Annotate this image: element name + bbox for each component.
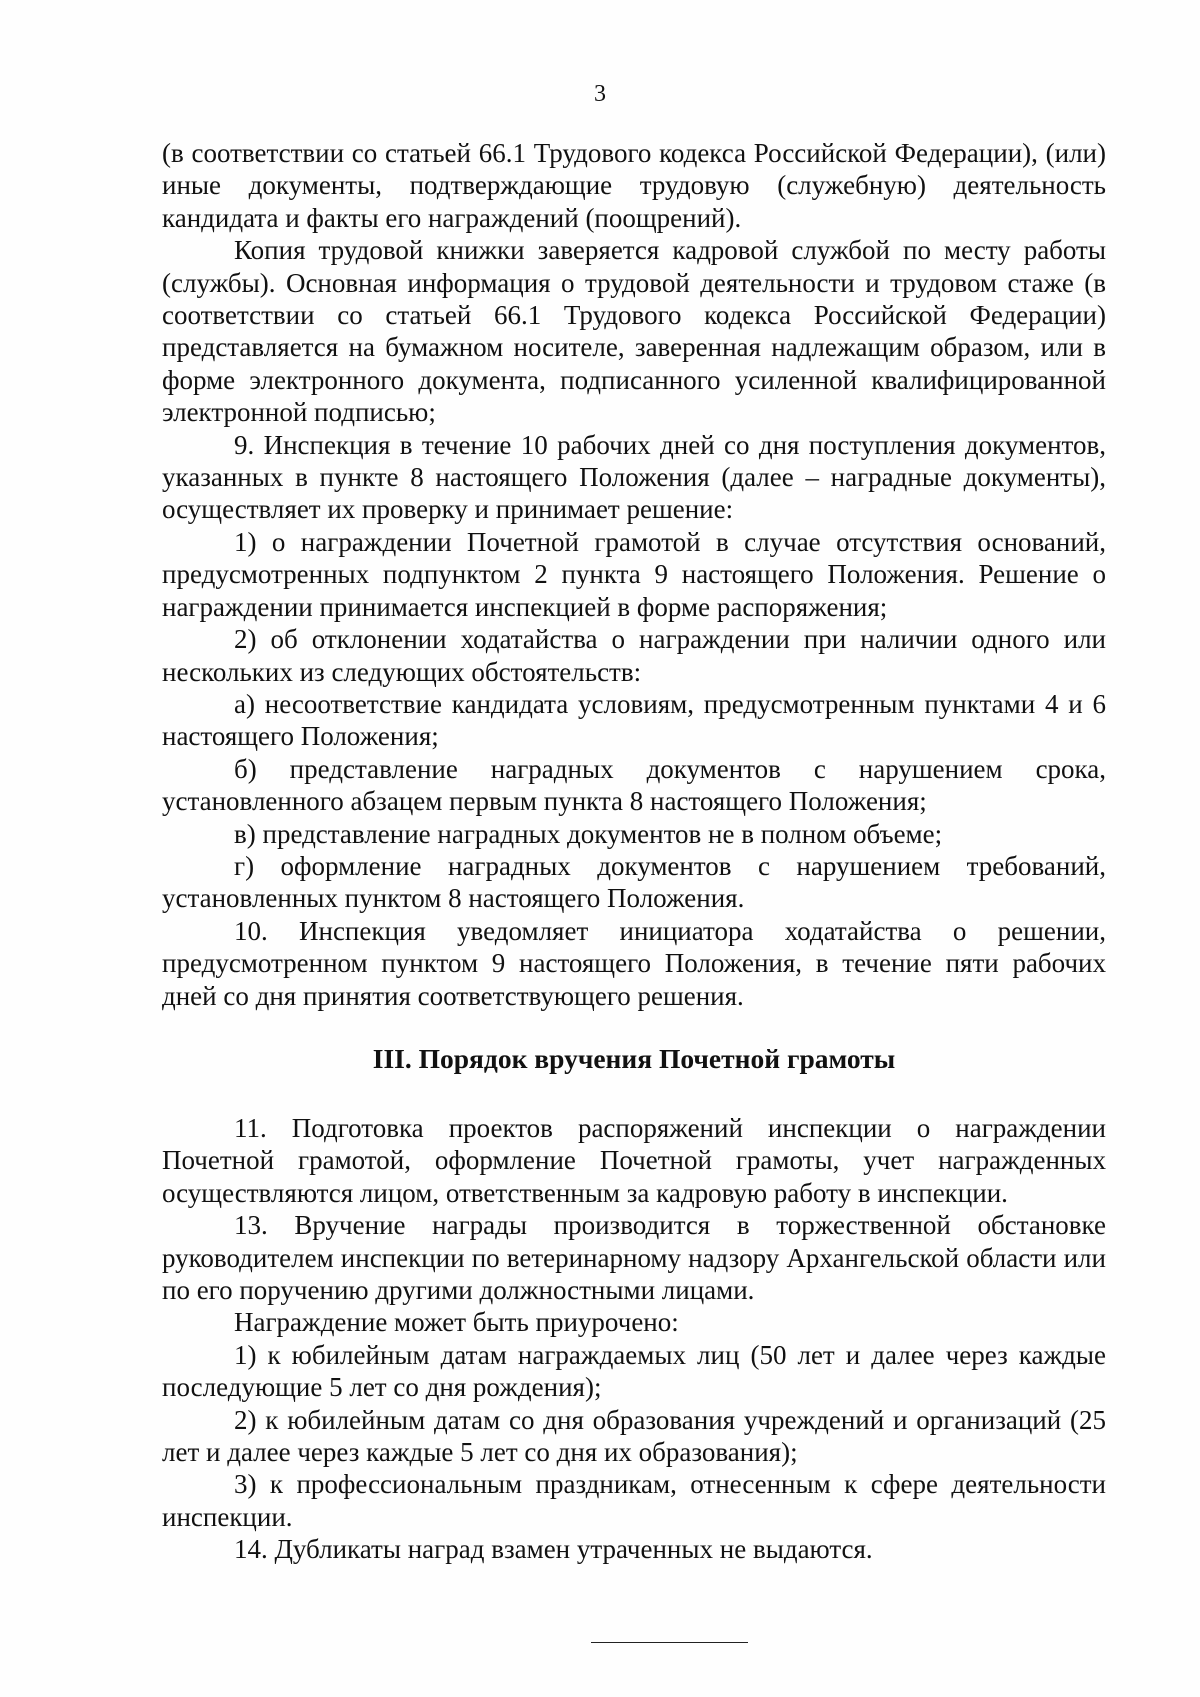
spacer (162, 1012, 1106, 1042)
section-heading: III. Порядок вручения Почетной грамоты (372, 1042, 896, 1074)
document-body (162, 137, 1106, 1566)
paragraph-continuation: (в соответствии со статьей 66.1 Трудового кодекса Российской Федерации), (или) иные документы, подтверждающие трудовую (служебную) деятельность кандидата и факты его награждений (поощрений). (162, 138, 1106, 233)
spacer (162, 1076, 1106, 1112)
paragraph-item-9-2: 2) об отклонении ходатайства о награждении при наличии одного или нескольких из следующих обстоятельств: (162, 624, 1106, 687)
paragraph-item-13: 13. Вручение награды производится в торжественной обстановке руководителем инспекции по ветеринарному надзору Архангельской области или по его поручению другими должностными лицами. (162, 1210, 1106, 1305)
paragraph-item-9-2-v: в) представление наградных документов не в полном объеме; (234, 818, 943, 849)
paragraph-item-9-1: 1) о награждении Почетной грамотой в случае отсутствия оснований, предусмотренных подпунктом 2 пункта 9 настоящего Положения. Решение о награждении принимается инспекцией в форме распоряжения; (162, 526, 1106, 622)
paragraph-item-10: 10. Инспекция уведомляет инициатора ходатайства о решении, предусмотренном пунктом 9 настоящего Положения, в течение пяти рабочих дней со дня принятия соответствующего решения. (162, 915, 1106, 1011)
paragraph-timing-1: 1) к юбилейным датам награждаемых лиц (50 лет и далее через каждые последующие 5 лет со дня рождения); (162, 1339, 1106, 1403)
paragraph-item-11: 11. Подготовка проектов распоряжений инспекции о награждении Почетной грамотой, оформление Почетной грамоты, учет награжденных осуществляются лицом, ответственным за кадровую работу в инспекции. (162, 1112, 1106, 1208)
paragraph-timing-3: 3) к профессиональным праздникам, отнесенным к сфере деятельности инспекции. (162, 1469, 1106, 1532)
paragraph-timing-2: 2) к юбилейным датам со дня образования учреждений и организаций (25 лет и далее через каждые 5 лет со дня их образования); (162, 1404, 1106, 1468)
paragraph-item-14: 14. Дубликаты наград взамен утраченных не выдаются. (234, 1534, 873, 1565)
paragraph-work-book-copy: Копия трудовой книжки заверяется кадровой службой по месту работы (службы). Основная информация о трудовой деятельности и трудовом стаже (в соответствии со статьей 66.1 Трудового кодекса Российской Федерации) представляется на бумажном носителе, заверенная надлежащим образом, или в форме электронного документа, подписанного усиленной квалифицированной электронной подписью; (162, 235, 1106, 428)
end-of-document-rule (591, 1642, 748, 1643)
paragraph-award-timing: Награждение может быть приурочено: (234, 1307, 679, 1338)
paragraph-item-9-2-a: а) несоответствие кандидата условиям, предусмотренным пунктами 4 и 6 настоящего Положения; (162, 688, 1106, 752)
page-number: 3 (594, 81, 606, 107)
paragraph-item-9-2-g: г) оформление наградных документов с нарушением требований, установленных пунктом 8 настоящего Положения. (162, 850, 1106, 914)
paragraph-item-9: 9. Инспекция в течение 10 рабочих дней со дня поступления документов, указанных в пункте 8 настоящего Положения (далее – наградные документы), осуществляет их проверку и принимает решение: (162, 429, 1106, 525)
paragraph-item-9-2-b: б) представление наградных документов с нарушением срока, установленного абзацем первым пункта 8 настоящего Положения; (162, 753, 1106, 817)
